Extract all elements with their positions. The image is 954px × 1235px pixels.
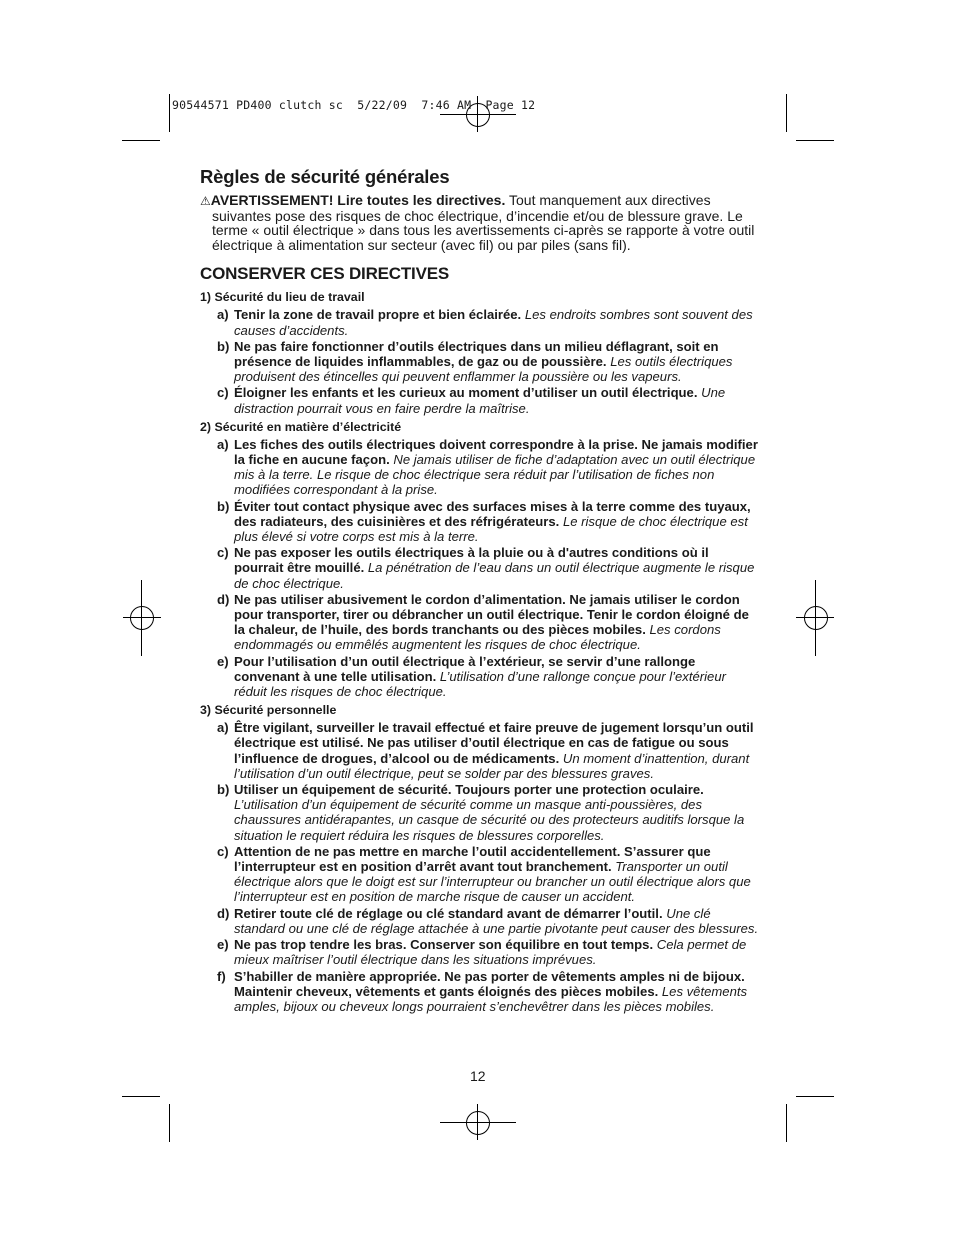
item-instruction: Les fiches des outils électriques doivent correspondre à la prise. Ne jamais modifier la fiche en aucune façon. [234,436,758,467]
item-explanation: Le risque de choc électrique est plus élevé si votre corps est mis à la terre. [234,513,748,545]
list-item [200,339,760,385]
item-explanation: Transporter un outil électrique alors que le doigt est sur l’interrupteur ou brancher un outil électrique alors que l’interrupteur est en position de marche risque de causer un accident. [234,859,751,905]
item-letter: b) [217,338,230,354]
item-letter: f) [217,968,226,984]
list-item [200,499,760,545]
item-explanation: La pénétration de l’eau dans un outil électrique augmente le risque de choc électrique. [234,560,755,591]
section-heading: 1) Sécurité du lieu de travail [200,290,365,305]
warning-bold: AVERTISSEMENT! Lire toutes les directives. [210,192,506,208]
item-explanation: L’utilisation d’un équipement de sécurité comme un masque anti-poussières, des chaussures antidérapantes, un casque de sécurité ou des protecteurs auditifs lorsque la situation le requiert réduira les risques de blessures corporelles. [234,797,745,843]
page-title: Règles de sécurité générales [200,166,450,187]
sections-list [200,290,760,1014]
item-explanation: Les cordons endommagés ou emmêlés augmentent les risques de choc électrique. [234,622,721,653]
item-explanation: Ne jamais utiliser de fiche d’adaptation avec un outil électrique mis à la terre. Le risque de choc électrique sera réduit par l’utilisation de fiches non modifiées correspondant à la prise. [234,452,756,498]
item-instruction: Retirer toute clé de réglage ou clé standard avant de démarrer l’outil. [234,905,663,921]
section-heading: 2) Sécurité en matière d’électricité [200,419,402,434]
item-instruction: Attention de ne pas mettre en marche l’outil accidentellement. S’assurer que l’interrupteur est en position d’arrêt avant tout branchement. [234,843,711,875]
list-item [200,720,760,781]
warning-triangle-icon: ⚠ [200,194,211,208]
list-item [200,545,760,591]
item-explanation: Les vêtements amples, bijoux ou cheveux longs pourraient s’enchevêtrer dans les pièces mobiles. [234,983,748,1014]
item-letter: a) [217,436,229,452]
page-number: 12 [470,1068,486,1084]
item-instruction: Ne pas exposer les outils électriques à la pluie ou à d'autres conditions où il pourrait être mouillé. [234,545,709,576]
list-item [200,654,760,700]
item-explanation: Une distraction pourrait vous en faire perdre la maîtrise. [234,385,726,416]
item-letter: e) [217,937,229,953]
item-letter: c) [217,545,229,561]
item-letter: b) [217,498,230,514]
list-item [200,969,760,1015]
item-letter: b) [217,782,230,798]
item-instruction: S’habiller de manière appropriée. Ne pas porter de vêtements amples ni de bijoux. Maintenir cheveux, vêtements et gants éloignés des pièces mobiles. [234,968,745,999]
item-instruction: Pour l’utilisation d’un outil électrique à l’extérieur, se servir d’une rallonge convenant à une telle utilisation. [234,653,696,684]
section-subtitle: CONSERVER CES DIRECTIVES [200,264,449,284]
item-instruction: Éviter tout contact physique avec des surfaces mises à la terre comme des tuyaux, des radiateurs, des cuisinières et des réfrigérateurs. [234,498,751,529]
item-explanation: Une clé standard ou une clé de réglage attachée à une partie pivotante peut causer des blessures. [234,905,759,936]
warning-text: Tout manquement aux directives suivantes pose des risques de choc électrique, d’incendie et/ou de blessure grave. Le terme « outil électrique » dans tous les avertissements ci-après se rapporte à votre outil électrique à alimentation sur secteur (avec fil) ou par piles (sans fil). [212,192,755,253]
warning-paragraph [200,193,760,252]
list-item [200,782,760,843]
item-letter: c) [217,843,229,859]
list-item [200,592,760,653]
item-letter: a) [217,307,229,323]
list-item [200,307,760,337]
item-letter: c) [217,385,229,401]
item-letter: d) [217,905,230,921]
item-letter: a) [217,720,229,736]
item-instruction: Utiliser un équipement de sécurité. Toujours porter une protection oculaire. [234,782,704,798]
item-letter: d) [217,591,230,607]
list-item [200,437,760,498]
list-item [200,844,760,905]
page-content [200,166,760,1015]
print-slug: 90544571 PD400 clutch sc 5/22/09 7:46 AM Page 12 [172,98,536,112]
item-explanation: Les endroits sombres sont souvent des causes d’accidents. [234,307,753,338]
item-instruction: Ne pas utiliser abusivement le cordon d’alimentation. Ne jamais utiliser le cordon pour transporter, tirer ou débrancher un outil électrique. Tenir le cordon éloigné de la chaleur, de l’huile, des bords tranchants ou des pièces mobiles. [234,591,749,638]
item-explanation: Cela permet de mieux maîtriser l’outil électrique dans les situations imprévues. [234,937,747,968]
list-item [200,906,760,936]
item-instruction: Tenir la zone de travail propre et bien éclairée. [234,307,522,323]
item-instruction: Ne pas trop tendre les bras. Conserver son équilibre en tout temps. [234,937,654,953]
item-instruction: Ne pas faire fonctionner d’outils électriques dans un milieu déflagrant, soit en présence de liquides inflammables, de gaz ou de poussière. [234,338,719,369]
item-explanation: Un moment d’inattention, durant l’utilisation d’un outil électrique, peut se solder par des blessures graves. [234,750,750,781]
list-item [200,937,760,967]
item-explanation: L’utilisation d’une rallonge conçue pour l’extérieur réduit les risques de choc électrique. [234,668,726,700]
list-item [200,385,760,415]
section-heading: 3) Sécurité personnelle [200,703,337,718]
item-instruction: Être vigilant, surveiller le travail effectué et faire preuve de jugement lorsqu’un outil électrique est utilisé. Ne pas utiliser d’outil électrique en cas de fatigue ou sous l’influence de drogues, d’alcool ou de médicaments. [234,720,754,766]
item-explanation: Les outils électriques produisent des étincelles qui peuvent enflammer la poussière ou les vapeurs. [234,353,733,385]
item-instruction: Éloigner les enfants et les curieux au moment d’utiliser un outil électrique. [234,385,698,401]
item-letter: e) [217,653,229,669]
